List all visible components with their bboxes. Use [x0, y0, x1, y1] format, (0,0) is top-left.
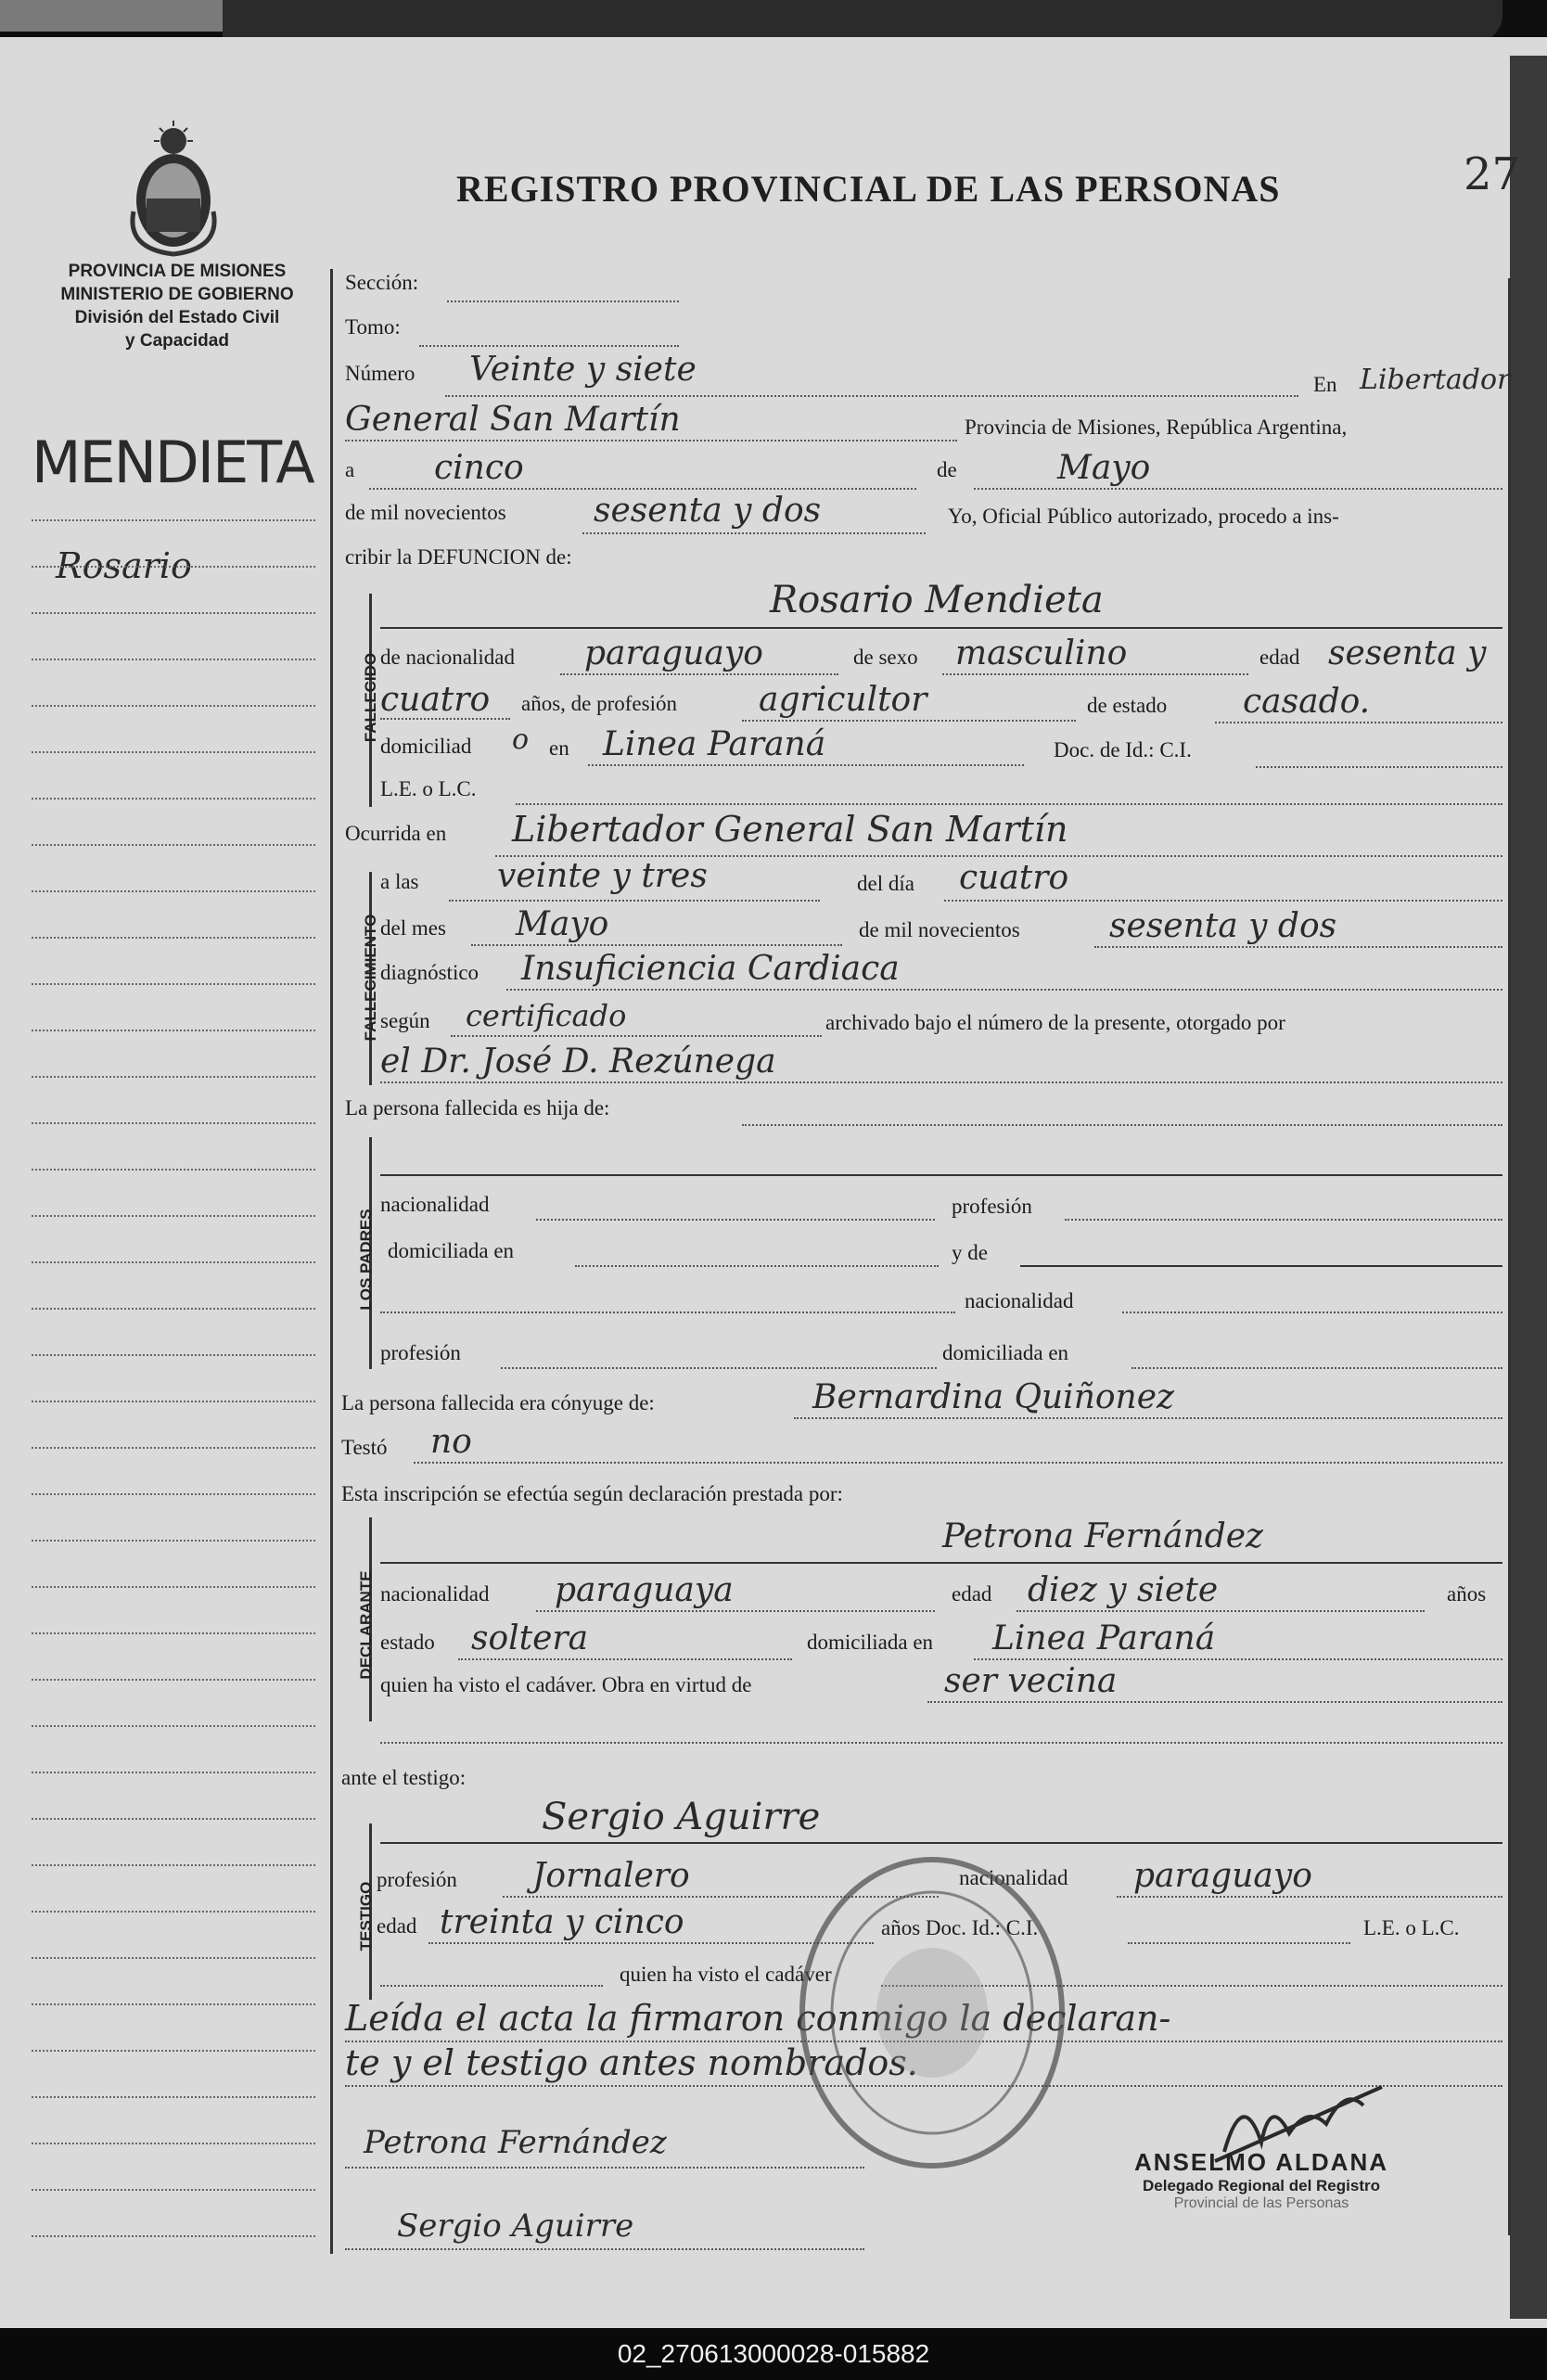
margin-ruled-line [32, 1401, 315, 1402]
official-subtitle: Provincial de las Personas [1173, 2195, 1349, 2211]
fallecido-profesion-label: años, de profesión [521, 692, 677, 715]
margin-ruled-line [32, 1679, 315, 1681]
margin-ruled-line [32, 659, 315, 660]
declarante-domiciliada-value: Linea Paraná [992, 1619, 1216, 1657]
declarante-domiciliada-label: domiciliada en [807, 1631, 934, 1654]
scan-top-shadow [0, 0, 223, 32]
margin-ruled-line [32, 705, 315, 707]
fallecido-le-label: L.E. o L.C. [380, 777, 477, 800]
ocurrida-label: Ocurrida en [345, 822, 447, 845]
margin-ruled-line [32, 1725, 315, 1727]
margin-ruled-line [32, 1261, 315, 1263]
margin-ruled-line [32, 1493, 315, 1495]
fallecido-nacionalidad-label: de nacionalidad [380, 646, 515, 669]
book-right-edge [1510, 56, 1547, 2319]
margin-ruled-line [32, 1632, 315, 1634]
a-label: a [345, 458, 355, 481]
declarante-visto-label: quien ha visto el cadáver. Obra en virtud de [380, 1673, 752, 1696]
archivado-text: archivado bajo el número de la presente, otorgado por [825, 1011, 1285, 1034]
numero-value: Veinte y siete [469, 351, 697, 389]
padre-nacionalidad-label: nacionalidad [380, 1193, 490, 1216]
seccion-label: Sección: [345, 271, 419, 294]
fallecido-sexo-label: de sexo [853, 646, 918, 669]
margin-ruled-line [32, 798, 315, 800]
fallecimiento-section-label: FALLECIMIENTO [362, 914, 379, 1042]
margin-ruled-line [32, 1864, 315, 1866]
declarante-nacionalidad-label: nacionalidad [380, 1582, 490, 1606]
fallecido-estado-value: casado. [1243, 683, 1371, 721]
padres-section-label: LOS PADRES [357, 1209, 375, 1311]
tomo-label: Tomo: [345, 315, 401, 339]
conyuge-label: La persona fallecida era cónyuge de: [341, 1391, 655, 1414]
madre-y-de-label: y de [952, 1241, 988, 1264]
month-value: Mayo [1057, 449, 1151, 487]
margin-ruled-line [32, 1957, 315, 1959]
testigo-profesion-value: Jornalero [532, 1857, 690, 1895]
testigo-profesion-label: profesión [377, 1868, 457, 1891]
margin-ruled-line [32, 2050, 315, 2052]
en-value: Libertador [1360, 364, 1511, 396]
testigo-name: Sergio Aguirre [542, 1796, 821, 1838]
numero-label: Número [345, 362, 416, 385]
madre-nacionalidad-label: nacionalidad [965, 1289, 1074, 1312]
inscribir-text: cribir la DEFUNCION de: [345, 545, 572, 569]
segun-label: según [380, 1009, 430, 1032]
closing-line-2: te y el testigo antes nombrados. [345, 2042, 918, 2083]
en-label: En [1313, 373, 1337, 396]
margin-ruled-line [32, 751, 315, 753]
testigo-nacionalidad-label: nacionalidad [959, 1866, 1068, 1889]
fallecido-sexo-value: masculino [955, 634, 1128, 672]
form-left-border [330, 269, 333, 2254]
agency-line-1: PROVINCIA DE MISIONES [68, 262, 287, 281]
margin-ruled-line [32, 1911, 315, 1913]
page-title: REGISTRO PROVINCIAL DE LAS PERSONAS [456, 168, 1281, 210]
fallecido-name: Rosario Mendieta [770, 579, 1104, 621]
fallecido-profesion-value: agricultor [759, 681, 927, 719]
declarante-name: Petrona Fernández [942, 1517, 1264, 1555]
fallecido-edad-value: sesenta y [1328, 634, 1487, 672]
coat-of-arms-icon [122, 119, 224, 258]
madre-domiciliada-label: domiciliada en [942, 1341, 1069, 1364]
hora-label: a las [380, 870, 419, 893]
declarante-anios-label: años [1447, 1582, 1487, 1606]
margin-ruled-line [32, 2096, 315, 2098]
hora-value: veinte y tres [497, 857, 708, 895]
testigo-section-label: TESTIGO [357, 1881, 375, 1951]
agency-line-2: MINISTERIO DE GOBIERNO [60, 285, 294, 304]
declaracion-text: Esta inscripción se efectúa según declaración prestada por: [341, 1482, 843, 1505]
registry-seal-icon [798, 1855, 1067, 2170]
fallecido-domicilio-label: domiciliad [380, 735, 472, 758]
margin-ruled-line [32, 1772, 315, 1773]
margin-ruled-line [32, 937, 315, 939]
fallecido-section-label: FALLECIDO [362, 652, 379, 743]
de-label: de [937, 458, 957, 481]
margin-ruled-line [32, 1308, 315, 1310]
padre-domiciliada-label: domiciliada en [388, 1239, 515, 1262]
diagnostico-label: diagnóstico [380, 961, 479, 984]
testigo-le-label: L.E. o L.C. [1363, 1916, 1460, 1939]
fallecido-edad-value-2: cuatro [380, 681, 491, 719]
declarante-section-label: DECLARANTE [357, 1570, 375, 1680]
anio-label: de mil novecientos [859, 918, 1020, 941]
a-value: cinco [434, 449, 524, 487]
official-title: Delegado Regional del Registro [1143, 2177, 1380, 2194]
margin-ruled-line [32, 890, 315, 892]
dia-value: cuatro [959, 859, 1069, 897]
testo-label: Testó [341, 1436, 388, 1459]
margin-ruled-line [32, 844, 315, 846]
oficial-text: Yo, Oficial Público autorizado, procedo a ins- [948, 505, 1339, 528]
margin-ruled-line [32, 2143, 315, 2144]
margin-ruled-line [32, 566, 315, 568]
province-text: Provincia de Misiones, República Argentina, [965, 416, 1348, 439]
dia-label: del día [857, 872, 914, 895]
declarante-estado-label: estado [380, 1631, 435, 1654]
margin-ruled-line [32, 2189, 315, 2191]
declarante-estado-value: soltera [471, 1619, 589, 1657]
closing-line-1: Leída el acta la firmaron conmigo la declaran- [345, 1998, 1171, 2039]
margin-ruled-line [32, 1122, 315, 1124]
margin-ruled-line [32, 1215, 315, 1217]
margin-ruled-line [32, 1354, 315, 1356]
ocurrida-value: Libertador General San Martín [512, 809, 1068, 850]
mes-value: Mayo [516, 905, 609, 943]
madre-profesion-label: profesión [380, 1341, 461, 1364]
testigo-anios-label: años Doc. Id.: C.I. [881, 1916, 1039, 1939]
page-number: 27 [1464, 148, 1521, 200]
declarante-nacionalidad-value: paraguaya [555, 1571, 734, 1609]
declarante-signature: Petrona Fernández [364, 2124, 667, 2161]
fallecido-nacionalidad-value: paraguayo [584, 634, 763, 672]
hija-text: La persona fallecida es hija de: [345, 1096, 610, 1120]
form-right-border [1508, 278, 1511, 2235]
year-value: sesenta y dos [594, 492, 822, 530]
testigo-ante-label: ante el testigo: [341, 1766, 467, 1789]
anio-value: sesenta y dos [1109, 907, 1337, 945]
declarante-edad-value: diez y siete [1028, 1571, 1219, 1609]
margin-ruled-line [32, 2235, 315, 2237]
testigo-signature: Sergio Aguirre [397, 2207, 634, 2245]
testigo-edad-value: treinta y cinco [440, 1903, 684, 1941]
fallecido-estado-label: de estado [1087, 694, 1168, 717]
conyuge-value: Bernardina Quiñonez [812, 1378, 1175, 1416]
doctor-value: el Dr. José D. Rezúnega [380, 1043, 776, 1081]
margin-ruled-line [32, 1447, 315, 1449]
margin-given-name: Rosario [56, 545, 192, 586]
segun-value: certificado [466, 998, 627, 1033]
testigo-nacionalidad-value: paraguayo [1133, 1857, 1312, 1895]
fallecido-doc-label: Doc. de Id.: C.I. [1054, 738, 1192, 761]
testo-value: no [430, 1423, 472, 1461]
place-value: General San Martín [345, 401, 681, 439]
fallecido-domicilio-suffix: o [512, 723, 530, 756]
fallecido-edad-label: edad [1259, 646, 1300, 669]
margin-ruled-line [32, 1030, 315, 1031]
margin-ruled-line [32, 1540, 315, 1542]
margin-ruled-line [32, 519, 315, 521]
margin-ruled-line [32, 1169, 315, 1171]
margin-ruled-line [32, 612, 315, 614]
margin-ruled-line [32, 1586, 315, 1588]
fallecido-domicilio-value: Linea Paraná [603, 725, 826, 763]
agency-line-4: y Capacidad [125, 331, 229, 351]
diagnostico-value: Insuficiencia Cardiaca [521, 950, 900, 988]
margin-surname: MENDIETA [32, 429, 313, 496]
margin-ruled-line [32, 2003, 315, 2005]
declarante-edad-label: edad [952, 1582, 992, 1606]
margin-ruled-line [32, 983, 315, 985]
testigo-visto-label: quien ha visto el cadáver [620, 1963, 832, 1986]
testigo-edad-label: edad [377, 1914, 417, 1938]
agency-line-3: División del Estado Civil [74, 308, 280, 327]
mes-label: del mes [380, 916, 446, 940]
margin-ruled-line [32, 1076, 315, 1078]
margin-ruled-line [32, 1818, 315, 1820]
fallecido-en-label: en [549, 736, 569, 760]
year-label: de mil novecientos [345, 501, 506, 524]
declarante-visto-value: ser vecina [944, 1662, 1118, 1700]
scan-id-footer: 02_270613000028-015882 [0, 2328, 1547, 2380]
official-name: ANSELMO ALDANA [1133, 2148, 1389, 2176]
padre-profesion-label: profesión [952, 1195, 1032, 1218]
